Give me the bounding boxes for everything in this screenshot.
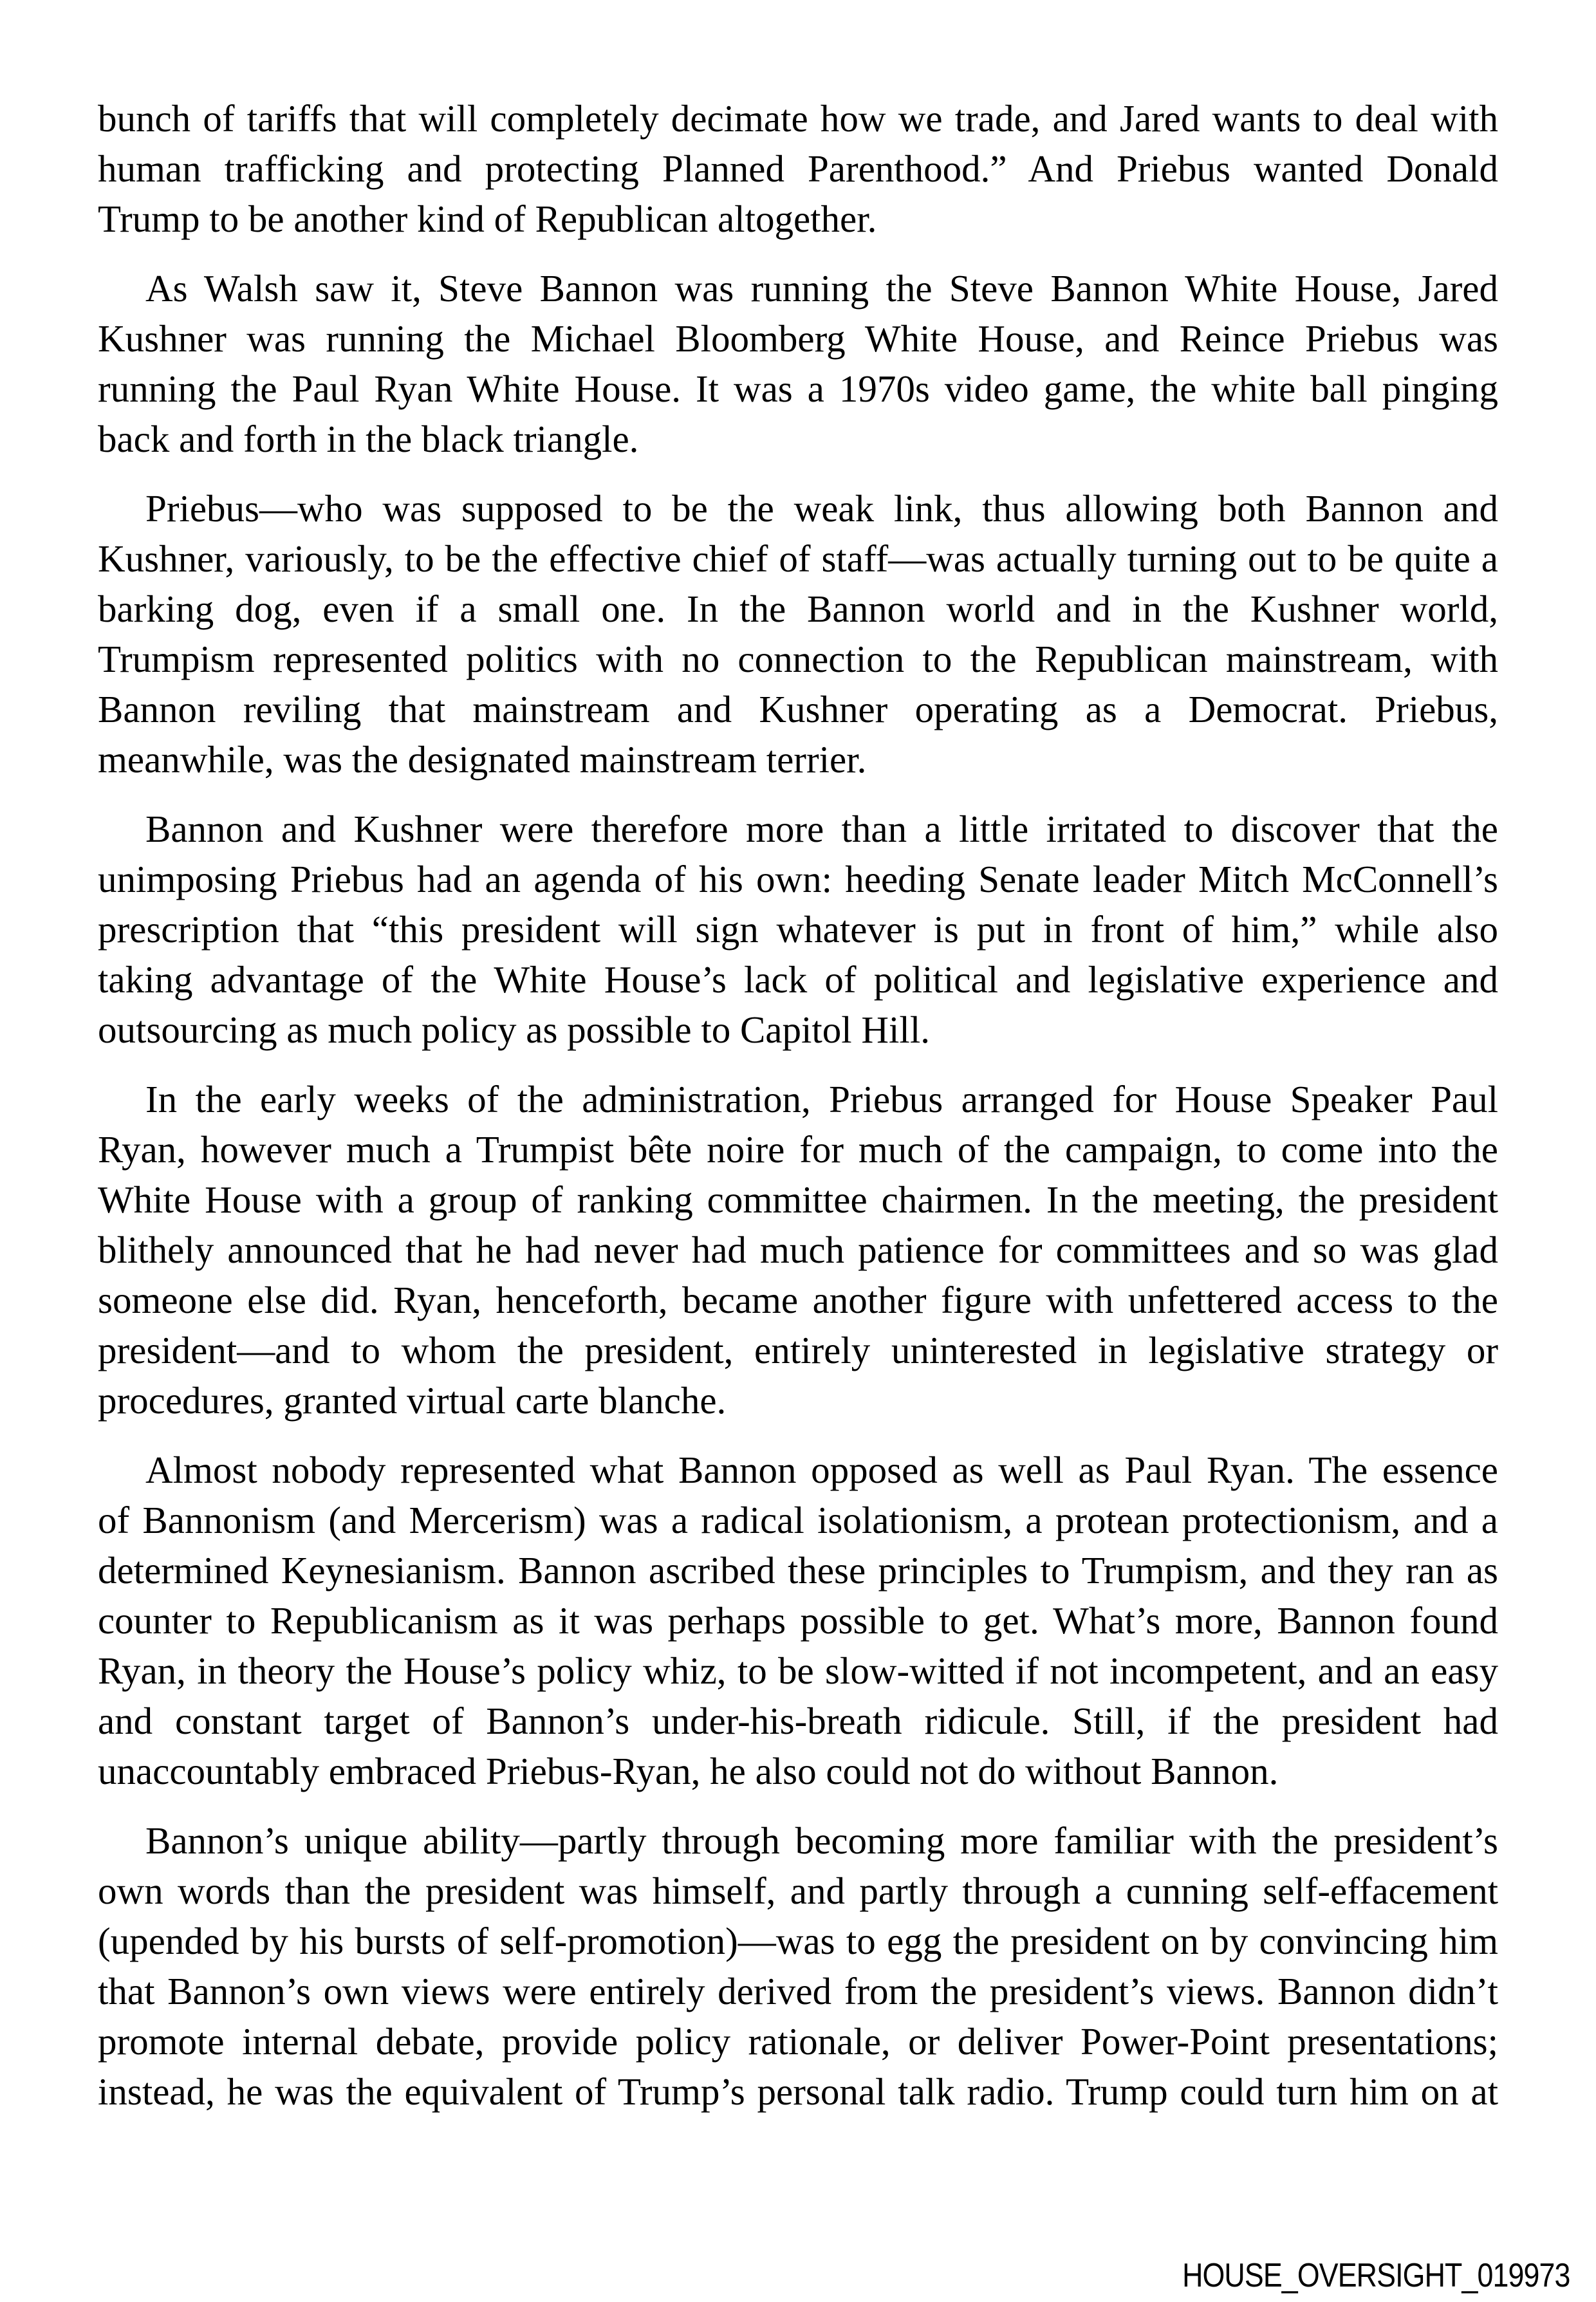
text-line: unaccountably embraced Priebus-Ryan, he also could not do without Bannon. xyxy=(98,1750,1279,1792)
text-line: promote internal debate, provide policy rationale, or deliver Power-Point presentations; xyxy=(98,2020,1498,2063)
paragraph-1 xyxy=(98,93,1498,244)
text-line: Trumpism represented politics with no connection to the Republican mainstream, with xyxy=(98,638,1498,680)
text-line: (upended by his bursts of self-promotion)—was to egg the president on by convincing him xyxy=(98,1920,1498,1962)
text-line: human trafficking and protecting Planned Parenthood.” And Priebus wanted Donald xyxy=(98,147,1498,190)
paragraph-4 xyxy=(98,804,1498,1055)
text-line: of Bannonism (and Mercerism) was a radical isolationism, a protean protectionism, and a xyxy=(98,1499,1498,1541)
text-line: Priebus—who was supposed to be the weak link, thus allowing both Bannon and xyxy=(145,487,1498,530)
text-line: Almost nobody represented what Bannon opposed as well as Paul Ryan. The essence xyxy=(145,1449,1498,1491)
text-line: In the early weeks of the administration, Priebus arranged for House Speaker Paul xyxy=(145,1078,1498,1120)
text-line: own words than the president was himself, and partly through a cunning self-effacement xyxy=(98,1870,1498,1912)
text-line: that Bannon’s own views were entirely derived from the president’s views. Bannon didn’t xyxy=(98,1970,1498,2012)
text-line: barking dog, even if a small one. In the Bannon world and in the Kushner world, xyxy=(98,588,1498,630)
text-line: Trump to be another kind of Republican altogether. xyxy=(98,198,877,240)
text-line: back and forth in the black triangle. xyxy=(98,418,639,460)
text-line: White House with a group of ranking committee chairmen. In the meeting, the president xyxy=(98,1178,1498,1221)
text-line: someone else did. Ryan, henceforth, became another figure with unfettered access to the xyxy=(98,1279,1498,1321)
text-line: determined Keynesianism. Bannon ascribed these principles to Trumpism, and they ran as xyxy=(98,1549,1498,1592)
text-line: Bannon’s unique ability—partly through becoming more familiar with the president’s xyxy=(145,1819,1498,1862)
text-line: meanwhile, was the designated mainstream terrier. xyxy=(98,738,867,781)
text-line: blithely announced that he had never had much patience for committees and so was glad xyxy=(98,1229,1498,1271)
text-line: Bannon reviling that mainstream and Kushner operating as a Democrat. Priebus, xyxy=(98,688,1498,730)
text-line: bunch of tariffs that will completely decimate how we trade, and Jared wants to deal with xyxy=(98,97,1498,140)
text-line: counter to Republicanism as it was perhaps possible to get. What’s more, Bannon found xyxy=(98,1599,1498,1642)
text-line: Ryan, in theory the House’s policy whiz, to be slow-witted if not incompetent, and an easy xyxy=(98,1649,1498,1692)
paragraph-5 xyxy=(98,1074,1498,1425)
text-line: As Walsh saw it, Steve Bannon was running the Steve Bannon White House, Jared xyxy=(145,267,1498,310)
text-line: Kushner, variously, to be the effective chief of staff—was actually turning out to be quite a xyxy=(98,537,1498,580)
text-line: Kushner was running the Michael Bloomberg White House, and Reince Priebus was xyxy=(98,317,1498,360)
text-line: instead, he was the equivalent of Trump’s personal talk radio. Trump could turn him on at xyxy=(98,2070,1498,2113)
text-line: and constant target of Bannon’s under-his-breath ridicule. Still, if the president had xyxy=(98,1700,1498,1742)
document-body xyxy=(98,93,1498,2136)
paragraph-6 xyxy=(98,1445,1498,1796)
text-line: outsourcing as much policy as possible to Capitol Hill. xyxy=(98,1008,930,1051)
text-line: running the Paul Ryan White House. It was a 1970s video game, the white ball pinging xyxy=(98,367,1498,410)
text-line: Bannon and Kushner were therefore more than a little irritated to discover that the xyxy=(145,808,1498,850)
text-line: unimposing Priebus had an agenda of his own: heeding Senate leader Mitch McConnell’s xyxy=(98,858,1498,900)
text-line: Ryan, however much a Trumpist bête noire for much of the campaign, to come into the xyxy=(98,1128,1498,1171)
text-line: prescription that “this president will sign whatever is put in front of him,” while also xyxy=(98,908,1498,951)
paragraph-2 xyxy=(98,263,1498,464)
paragraph-7 xyxy=(98,1815,1498,2117)
text-line: president—and to whom the president, entirely uninterested in legislative strategy or xyxy=(98,1329,1498,1371)
text-line: taking advantage of the White House’s lack of political and legislative experience and xyxy=(98,958,1498,1001)
bates-stamp: HOUSE_OVERSIGHT_019973 xyxy=(1182,2257,1570,2294)
paragraph-3 xyxy=(98,483,1498,784)
text-line: procedures, granted virtual carte blanche. xyxy=(98,1379,727,1422)
